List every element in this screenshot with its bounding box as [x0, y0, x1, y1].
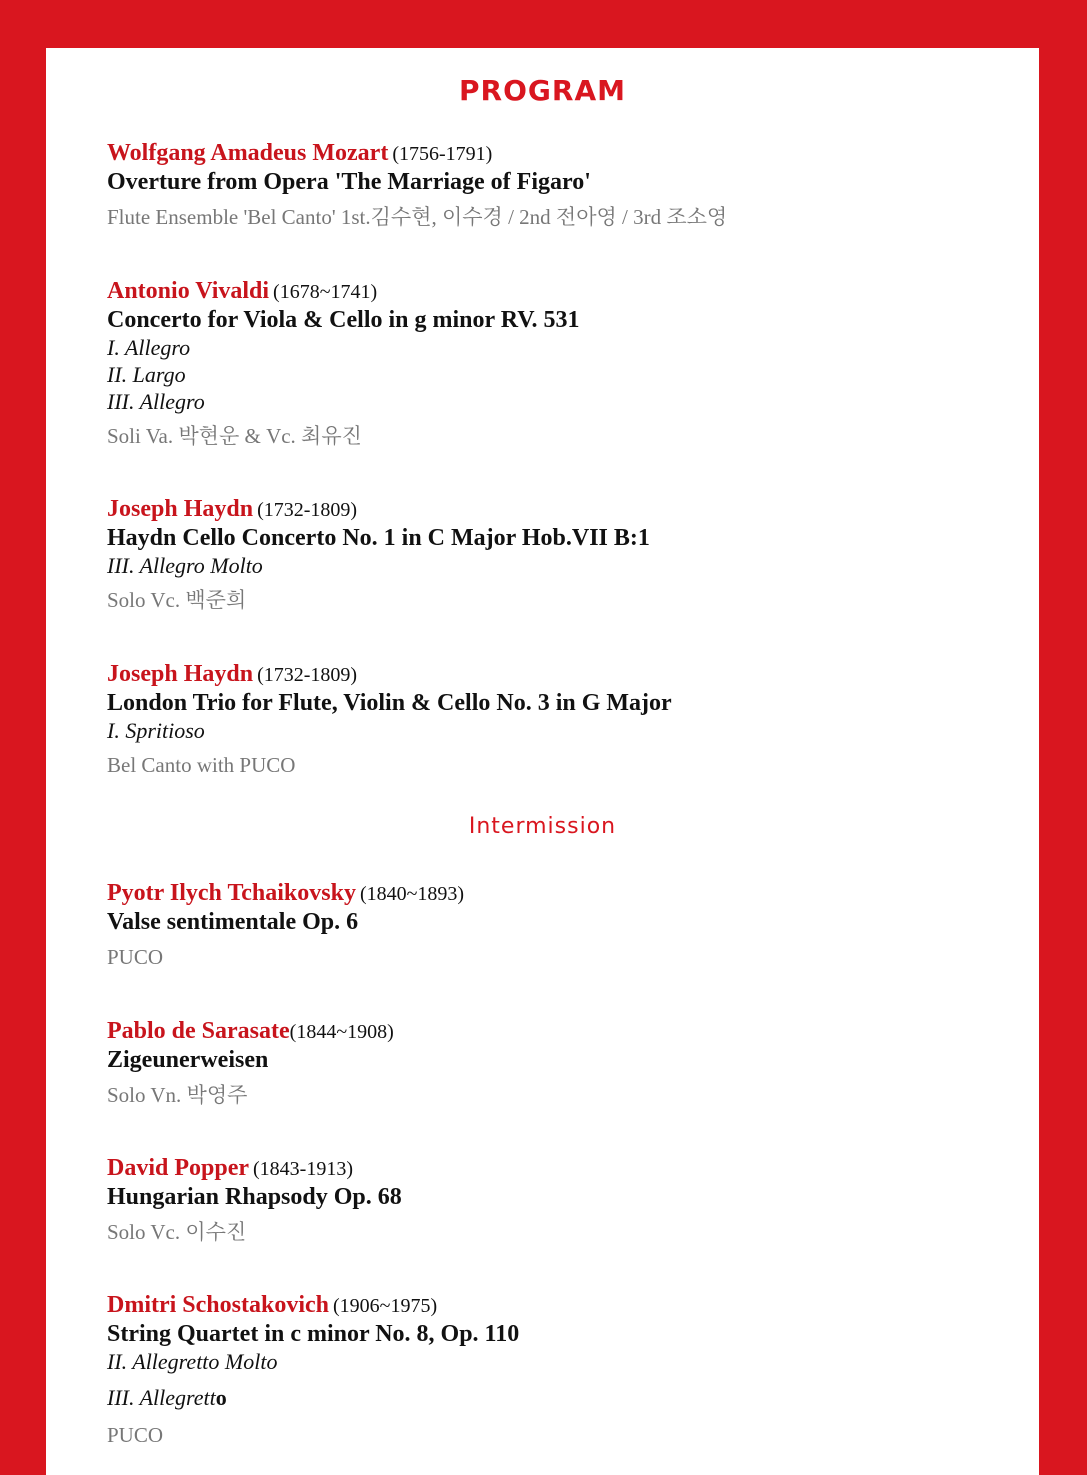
program-item-haydn-trio	[107, 661, 1007, 778]
movement-list	[107, 552, 1007, 579]
performers: Solo Vc. 이수진	[107, 1220, 247, 1244]
composer-line	[107, 496, 1007, 525]
movement: I. Spritioso	[107, 718, 205, 743]
composer-name: Joseph Haydn	[107, 496, 254, 522]
work-title: Hungarian Rhapsody Op. 68	[107, 1184, 402, 1210]
program-item-haydn-concerto	[107, 496, 1007, 613]
work-title: Haydn Cello Concerto No. 1 in C Major Hob.VII B:1	[107, 525, 650, 551]
composer-years: (1843-1913)	[253, 1158, 353, 1180]
composer-name: Dmitri Schostakovich	[107, 1292, 329, 1318]
movement: II. Allegretto Molto	[107, 1349, 278, 1374]
movement: III. Allegro	[107, 389, 205, 414]
composer-line	[107, 1018, 1007, 1047]
movement-text-bold-tail: o	[215, 1385, 227, 1410]
composer-name: Wolfgang Amadeus Mozart	[107, 140, 389, 166]
composer-line	[107, 140, 1007, 169]
movement: I. Allegro	[107, 335, 191, 360]
movement-list	[107, 334, 1007, 415]
composer-line	[107, 880, 1007, 909]
composer-name: Pyotr Ilych Tchaikovsky	[107, 880, 356, 906]
movement-text: III. Allegrett	[107, 1385, 216, 1410]
composer-name: David Popper	[107, 1155, 250, 1181]
program-item-schostakovich	[107, 1292, 1007, 1448]
work-title: Concerto for Viola & Cello in g minor RV. 531	[107, 307, 580, 333]
composer-years: (1732-1809)	[257, 664, 358, 686]
composer-name: Joseph Haydn	[107, 661, 254, 687]
performers: Solo Vc. 백준희	[107, 588, 247, 612]
composer-years: (1906~1975)	[333, 1295, 438, 1317]
movement: III. Allegro Molto	[107, 553, 263, 578]
composer-line	[107, 661, 1007, 690]
composer-years: (1732-1809)	[257, 499, 358, 521]
performers: Flute Ensemble 'Bel Canto' 1st.김수현, 이수경 / 2nd 전아영 / 3rd 조소영	[107, 205, 728, 229]
work-title: String Quartet in c minor No. 8, Op. 110	[107, 1321, 520, 1347]
movement-list	[107, 717, 1007, 744]
work-title: Zigeunerweisen	[107, 1047, 269, 1073]
program-item-vivaldi	[107, 278, 1007, 449]
movement-list	[107, 1348, 1007, 1411]
composer-line	[107, 1292, 1007, 1321]
intermission-label: Intermission	[468, 814, 617, 839]
work-title: London Trio for Flute, Violin & Cello No. 3 in G Major	[107, 690, 672, 716]
performers: PUCO	[107, 945, 164, 969]
composer-years: (1844~1908)	[289, 1021, 394, 1043]
composer-line	[107, 278, 1007, 307]
performers: PUCO	[107, 1423, 164, 1447]
performers: Soli Va. 박현운 & Vc. 최유진	[107, 424, 362, 448]
program-item-mozart	[107, 140, 1007, 230]
program-title: PROGRAM	[459, 74, 626, 107]
program-item-sarasate	[107, 1018, 1007, 1108]
program-card	[46, 48, 1039, 1475]
work-title: Overture from Opera 'The Marriage of Figaro'	[107, 169, 591, 195]
movement	[107, 1384, 1007, 1411]
work-title: Valse sentimentale Op. 6	[107, 909, 359, 935]
composer-years: (1840~1893)	[359, 883, 465, 905]
composer-name: Pablo de Sarasate	[107, 1018, 290, 1044]
composer-name: Antonio Vivaldi	[107, 278, 270, 304]
performers: Solo Vn. 박영주	[107, 1083, 248, 1107]
program-item-popper	[107, 1155, 1007, 1245]
performers: Bel Canto with PUCO	[107, 753, 296, 777]
movement: II. Largo	[107, 362, 186, 387]
composer-years: (1756-1791)	[392, 143, 493, 165]
composer-years: (1678~1741)	[273, 281, 378, 303]
composer-line	[107, 1155, 1007, 1184]
program-item-tchaikovsky	[107, 880, 1007, 970]
